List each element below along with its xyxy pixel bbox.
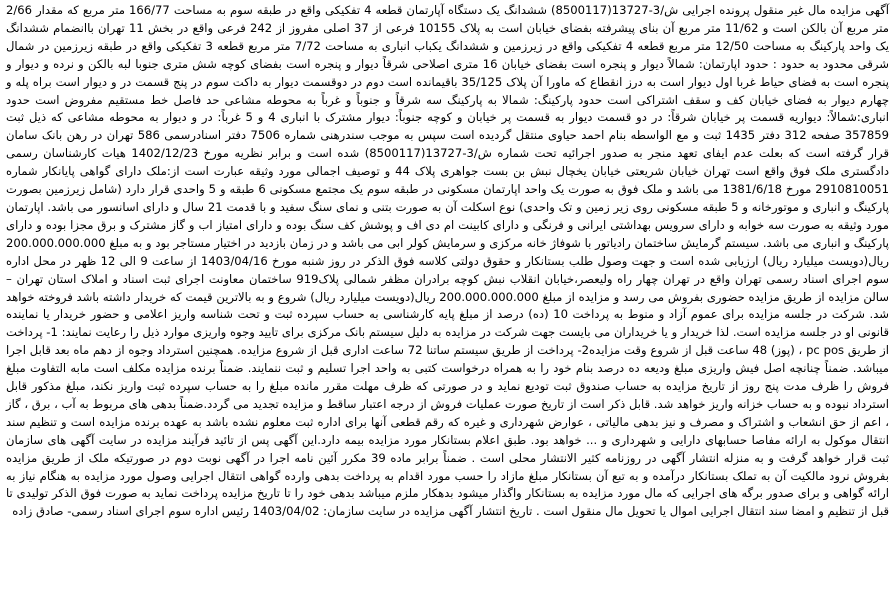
auction-notice-text: آگهی مزایده مال غیر منقول پرونده اجرایی ش/3-13727(8500117) ششدانگ یک دستگاه آپارتمان قطعه 4 تفکیکی واقع در طبقه سوم به مساحت 166/77 متر مربع که مقدار 2/66 متر مربع آن بالکن است و 11/62 متر مربع آن بنای پیشرفته بفضای خیابان است به پلاک 10155 فرعی از 37 اصلی مفروز از 242 فرعی واقع در بخش 11 تهران باانضمام ششدانگ یک واحد پارکینگ به مساحت 12/50 متر مربع قطعه 4 تفکیکی واقع در زیرزمین و ششدانگ یکباب انباری به مساحت 7/72 متر مربع قطعه 3 تفکیکی واقع در طبقه زیرزمین در شمال شرقی محدود به حدود : حدود اپارتمان: شمالاً دیوار و پنجره است بفضای خیابان 16 متری اصلاحی شرقاً دیوار و پنجره است بفضای کوچه شش متری جنوبا لبه بالکن و نرده و دیوار و پنجره است به فضای حیاط غربا اول دیوار است به درز انقطاع که ماورا آن پلاک 35/125 باقیمانده است دوم در دوقسمت دیوار به داکت سوم در پنج قسمت در و دیوار است براه پله و چهارم دیوار به فضای خیابان کف و سقف اشتراکی است حدود پارکینگ: شمالا به پارکینگ سه شرقاً و جنوباً و غرباً به محوطه مشاعی حد فاصل خط مستقیم مفروض است حدود انباری:شمالاً: دیواریه قسمت پر خیابان شرقاً: در دو قسمت دیوار به قسمت پر خیابان و کوچه جنوباً: دیوار مشترک با انباری 4 و 5 غرباً: در و دیوار به محوطه مشاعی که ذیل ثبت 357859 صفحه 312 دفتر 1435 ثبت و مع الواسطه بنام احمد حیاوی منتقل گردیده است سپس به موجب سندرهنی شماره 7506 دفتر اسنادرسمی 586 تهران در رهن بانک سامان قرار گرفته است که بعلت عدم ایفای تعهد منجر به صدور اجرائیه تحت شماره ش/3-13727(8500117) شده است و برابر نظریه مورخ 1402/12/23 هیات کارشناسان رسمی دادگستری ملک فوق واقع است تهران خیابان شریعتی خیابان یخچال نبش بن بست جواهری پلاک 44 و توصیف اجمالی مورد وثیقه عبارت است از:ملک دارای گواهی پایانکار شماره 2910810051 مورخ 1381/6/18 می باشد و ملک فوق به صورت یک واحد اپارتمان مسکونی در طبقه سوم یک مجتمع مسکونی 6 طبقه و 5 واحدی قرار دارد (شامل زیرزمین بصورت پارکینگ و انباری و موتورخانه و 5 طبقه مسکونی روی زیر زمین و تک واحدی) نوع اسکلت آن به صورت بتنی و نمای سنگ سفید و با قدمت 21 سال و دارای اسانسور می باشد. اپارتمان مورد وثیقه به صورت سه خوابه و دارای سرویس بهداشتی ایرانی و فرنگی و دارای کابینت ام دی اف و پوشش کف سنگ بوده و دارای امتیاز اب و گاز مشترک و برق مجزا بوده و دارای پارکینگ و انباری می باشد. سیستم گرمایش ساختمان رادیاتور با شوفاژ خانه مرکزی و سرمایش کولر ابی می باشد و در زمان بازدید در اختیار مستاجر بود و به مبلغ 200.000.000.000 ریال(دویست میلیارد ریال) ارزیابی شده است و جهت وصول طلب بستانکار و حقوق دولتی کلاسه فوق الذکر در روز شنبه مورخ 1403/04/16 از ساعت 9 الی 12 ظهر در محل اداره سوم اجرای اسناد رسمی تهران واقع در تهران چهار راه ولیعصر،خیابان انقلاب نبش کوچه برادران مظفر شمالی پلاک919 ساختمان معاونت اجرای ثبت اسناد و املاک استان تهران – سالن مزایده از طریق مزایده حضوری بفروش می رسد و مزایده از مبلغ 200.000.000.000 ریال(دویست میلیارد ریال) شروع و به بالاترین قیمت که خریدار داشته باشد فروخته خواهد شد. شرکت در جلسه مزایده برای عموم آزاد و منوط به پرداخت 10 (ده) درصد از مبلغ پایه کارشناسی به حساب سپرده ثبت و تحت شناسه واریز اعلامی و حضور خریدار یا نماینده قانونی او در جلسه مزایده است. لذا خریدار و یا خریداران می بایست جهت شرکت در مزایده به دلیل سیستم بانک مرکزی برای تایید وجوه واریزی موارد ذیل را رعایت نمایند: 1- پرداخت از طریق pc pos ، (پوز) 48 ساعت قبل از شروع وقت مزایده2- پرداخت از طریق سیستم ساتنا 72 ساعت اداری قبل از شروع مزایده. همچنین استرداد وجوه از دهم ماه بعد قابل اجرا میباشد. ضمناً چنانچه اصل فیش واریزی مبلغ ودیعه ده درصد بنام خود را به همراه درخواست کتبی به واحد اجرا تسلیم و ثبت ننمایند. ضمناً برنده مزایده مکلف است مابه التفاوت مبلغ فروش را ظرف مدت پنج روز از تاریخ مزایده به حساب صندوق ثبت تودیع نماید و در صورتی که ظرف مهلت مقرر مانده مبلغ را به حساب سپرده ثبت واریز نکند، مبلغ مذکور قابل استرداد نبوده و به حساب خزانه واریز خواهد شد. قابل ذکر است از تاریخ صورت عملیات فروش از درجه اعتبار ساقط و مزایده تجدید می گردد.ضمناً بدهی های مربوط به آب ، برق ، گاز ، اعم از حق انشعاب و اشتراک و مصرف و نیز بدهی مالیاتی ، عوارض شهرداری و غیره که رقم قطعی آنها برای اداره ثبت معلوم نشده باشد به عهده برنده مزایده است و تنظیم سند انتقال موکول به ارائه مفاصا حسابهای دارایی و شهرداری و ... خواهد بود. طبق اعلام بستانکار مورد مزایده بیمه دارد.این آگهی پس از تائید فرآیند مزایده در سایت آگهی های سازمان ثبت قرار خواهد گرفت و به منزله انتشار آگهی در روزنامه کثیر الانتشار محلی است . ضمناً برابر ماده 39 مکرر آئین نامه اجرا در آگهی نوبت دوم در صورتیکه ملک از طریق مزایده بفروش نرود مالکیت آن به تملک بستانکار درآمده و به تبع آن بستانکار مبلغ مازاد را حسب مورد اقدام به پرداخت بدهی وارده گواهی انتقال اجرایی وصول مورد مزایده به هنگام نیاز به ارائه گواهی و برای صدور برگه های اجرایی که مال مورد مزایده به بستانکار واگذار میشود بدهکار ملزم میباشد بدهی خود را تا تاریخ مزایده پرداخت نماید به صورت فوق الذکر تولیدی تا قبل از تنظیم و امضا سند انتقال اجرایی اموال یا تحویل مال منقول است . تاریخ انتشار آگهی مزایده در سایت سازمان: 1403/04/02 رئیس اداره سوم اجرای اسناد رسمی- صادق زاده [6, 3, 890, 519]
